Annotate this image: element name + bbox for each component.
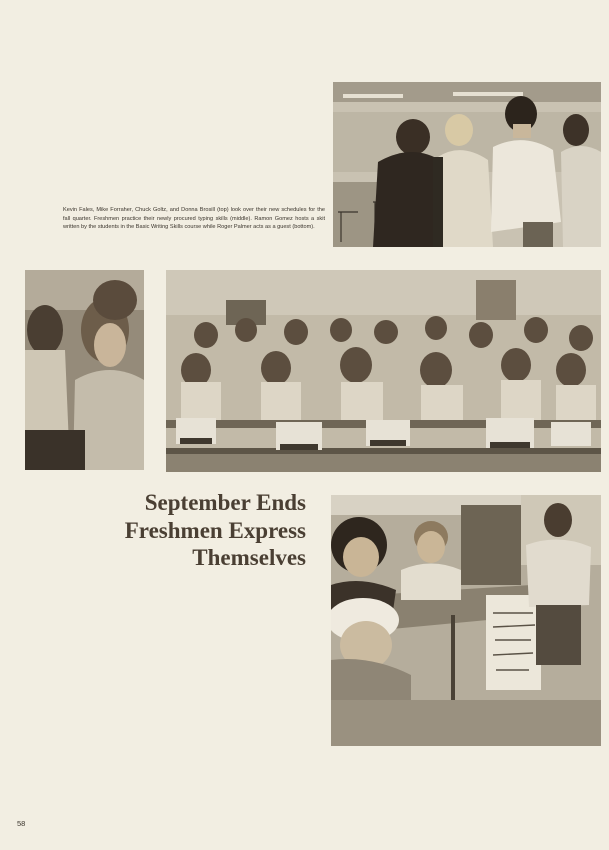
photo-caption: Kevin Fales, Mike Forraher, Chuck Goltz, and Donna Brosill (top) look over their new schedules for the fall quarter. Freshmen practice their newly procured typing skills (middle). Ramon Gomez hosts a skit written by the students in the Basic Writing Skills course while Roger Palmer acts as a guest (bottom). (63, 207, 325, 231)
headline-line-1: September Ends (144, 490, 306, 515)
middle-left-photo-typing-student (25, 270, 144, 470)
middle-right-photo-typing-class (166, 270, 601, 472)
page-number: 58 (17, 819, 26, 828)
headline-line-2: Freshmen Express (124, 517, 306, 543)
top-photo-students-schedules (333, 82, 601, 247)
page-headline (125, 489, 306, 572)
bottom-photo-skit (331, 495, 601, 746)
headline-line-3: Themselves (192, 545, 306, 570)
